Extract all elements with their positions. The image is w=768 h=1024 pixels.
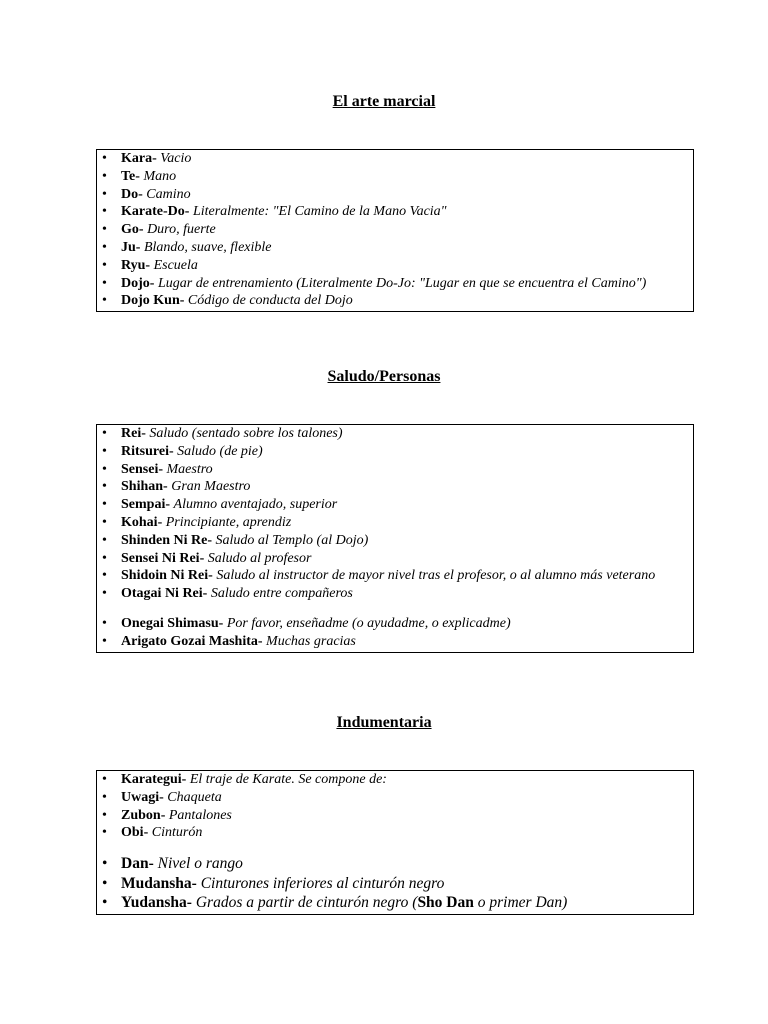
definition: Camino <box>146 186 191 202</box>
list-item: • Go- Duro, fuerte <box>97 221 687 239</box>
definition-bold: Sho Dan <box>417 894 474 912</box>
definition: Maestro <box>166 461 213 477</box>
list-item: • Otagai Ni Rei- Saludo entre compañeros <box>97 585 687 603</box>
definition: Gran Maestro <box>171 479 251 495</box>
definition: Principiante, aprendiz <box>165 514 292 530</box>
definition: Lugar de entrenamiento (Literalmente Do-Jo: "Lugar en que se encuentra el Camino") <box>157 275 647 291</box>
term: Sensei Ni Rei <box>121 550 200 566</box>
definition: Alumno aventajado, superior <box>173 497 338 513</box>
list-item: • Yudansha- Grados a partir de cinturón negro (Sho Dan o primer Dan) <box>97 893 687 913</box>
definition: Por favor, enseñadme (o ayudadme, o explicadme) <box>226 615 511 631</box>
definition-tail: o primer Dan) <box>473 894 568 912</box>
term: Zubon <box>121 807 161 823</box>
definition: Chaqueta <box>167 789 222 805</box>
list-item: • Mudansha- Cinturones inferiores al cinturón negro <box>97 874 687 894</box>
definition: Duro, fuerte <box>147 222 216 238</box>
list-item: • Shidoin Ni Rei- Saludo al instructor de mayor nivel tras el profesor, o al alumno más veterano <box>97 567 687 585</box>
definition: Vacio <box>160 151 192 166</box>
term: Otagai Ni Rei <box>121 586 203 602</box>
section-title-saludo-personas: Saludo/Personas <box>327 368 441 385</box>
term: Obi <box>121 825 144 841</box>
term: Shihan <box>121 479 164 495</box>
list-item: • Sensei- Maestro <box>97 461 687 479</box>
list-item: • Kara- Vacio <box>97 150 687 168</box>
term: Kohai <box>121 514 158 530</box>
list-item: • Do- Camino <box>97 186 687 204</box>
term: Karate-Do <box>121 204 185 220</box>
term: Dan <box>121 855 149 873</box>
list-item: • Sempai- Alumno aventajado, superior <box>97 496 687 514</box>
term: Onegai Shimasu <box>121 615 219 631</box>
definition: El traje de Karate. Se compone de: <box>189 772 387 787</box>
definition: Código de conducta del Dojo <box>187 293 353 309</box>
definition: Nivel o rango <box>157 855 243 873</box>
terms-box-saludo-personas <box>96 424 694 653</box>
list-item: • Arigato Gozai Mashita- Muchas gracias <box>97 633 687 651</box>
definition: Muchas gracias <box>266 633 356 649</box>
list-item: • Dojo Kun- Código de conducta del Dojo <box>97 292 687 310</box>
definition: Pantalones <box>168 807 232 823</box>
term: Shinden Ni Re <box>121 532 208 548</box>
definition: Saludo entre compañeros <box>210 586 353 602</box>
list-item: • Uwagi- Chaqueta <box>97 789 687 807</box>
term: Go <box>121 222 139 238</box>
term: Kara <box>121 151 153 166</box>
list-item: • Ritsurei- Saludo (de pie) <box>97 443 687 461</box>
list-item: • Obi- Cinturón <box>97 824 687 842</box>
list-item: • Rei- Saludo (sentado sobre los talones) <box>97 425 687 443</box>
definition: Mano <box>143 168 177 184</box>
definition: Grados a partir de cinturón negro ( <box>195 894 418 912</box>
definition: Saludo (sentado sobre los talones) <box>149 426 343 441</box>
definition: Saludo al instructor de mayor nivel tras el profesor, o al alumno más veterano <box>216 568 656 584</box>
list-item: • Onegai Shimasu- Por favor, enseñadme (o ayudadme, o explicadme) <box>97 615 687 633</box>
list-item: • Shinden Ni Re- Saludo al Templo (al Dojo) <box>97 532 687 550</box>
definition: Cinturones inferiores al cinturón negro <box>200 874 445 892</box>
term: Sempai <box>121 497 166 513</box>
list-item: • Shihan- Gran Maestro <box>97 478 687 496</box>
list-item: • Dan- Nivel o rango <box>97 854 687 874</box>
term: Mudansha <box>121 874 192 892</box>
term: Ryu <box>121 257 146 273</box>
term: Karategui <box>121 772 182 787</box>
definition: Saludo (de pie) <box>177 443 263 459</box>
term: Yudansha <box>121 894 187 912</box>
definition: Blando, suave, flexible <box>143 239 272 255</box>
term: Rei <box>121 426 142 441</box>
term: Dojo <box>121 275 150 291</box>
list-item: • Kohai- Principiante, aprendiz <box>97 514 687 532</box>
term: Shidoin Ni Rei <box>121 568 209 584</box>
terms-list <box>97 150 687 310</box>
list-item: • Sensei Ni Rei- Saludo al profesor <box>97 550 687 568</box>
definition: Cinturón <box>151 825 203 841</box>
list-item: • Ryu- Escuela <box>97 257 687 275</box>
term: Dojo Kun <box>121 293 180 309</box>
definition: Escuela <box>153 257 198 273</box>
term: Do <box>121 186 139 202</box>
definition: Saludo al Templo (al Dojo) <box>215 532 369 548</box>
term: Ritsurei <box>121 443 169 459</box>
term: Ju <box>121 239 136 255</box>
terms-box-indumentaria <box>96 770 694 915</box>
list-item: • Zubon- Pantalones <box>97 807 687 825</box>
term: Sensei <box>121 461 159 477</box>
terms-box-arte-marcial <box>96 149 694 312</box>
list-item: • Te- Mano <box>97 168 687 186</box>
term: Uwagi <box>121 789 160 805</box>
term: Te <box>121 168 136 184</box>
list-item: • Ju- Blando, suave, flexible <box>97 239 687 257</box>
section-title-arte-marcial: El arte marcial <box>332 93 436 110</box>
list-item: • Dojo- Lugar de entrenamiento (Literalmente Do-Jo: "Lugar en que se encuentra el Camino") <box>97 275 687 293</box>
definition: Saludo al profesor <box>207 550 312 566</box>
definition: Literalmente: "El Camino de la Mano Vacia" <box>192 204 447 220</box>
terms-list <box>97 771 687 913</box>
term: Arigato Gozai Mashita <box>121 633 258 649</box>
terms-list <box>97 425 687 651</box>
section-title-indumentaria: Indumentaria <box>336 714 432 731</box>
list-item: • Karategui- El traje de Karate. Se compone de: <box>97 771 687 789</box>
list-item: • Karate-Do- Literalmente: "El Camino de la Mano Vacia" <box>97 203 687 221</box>
